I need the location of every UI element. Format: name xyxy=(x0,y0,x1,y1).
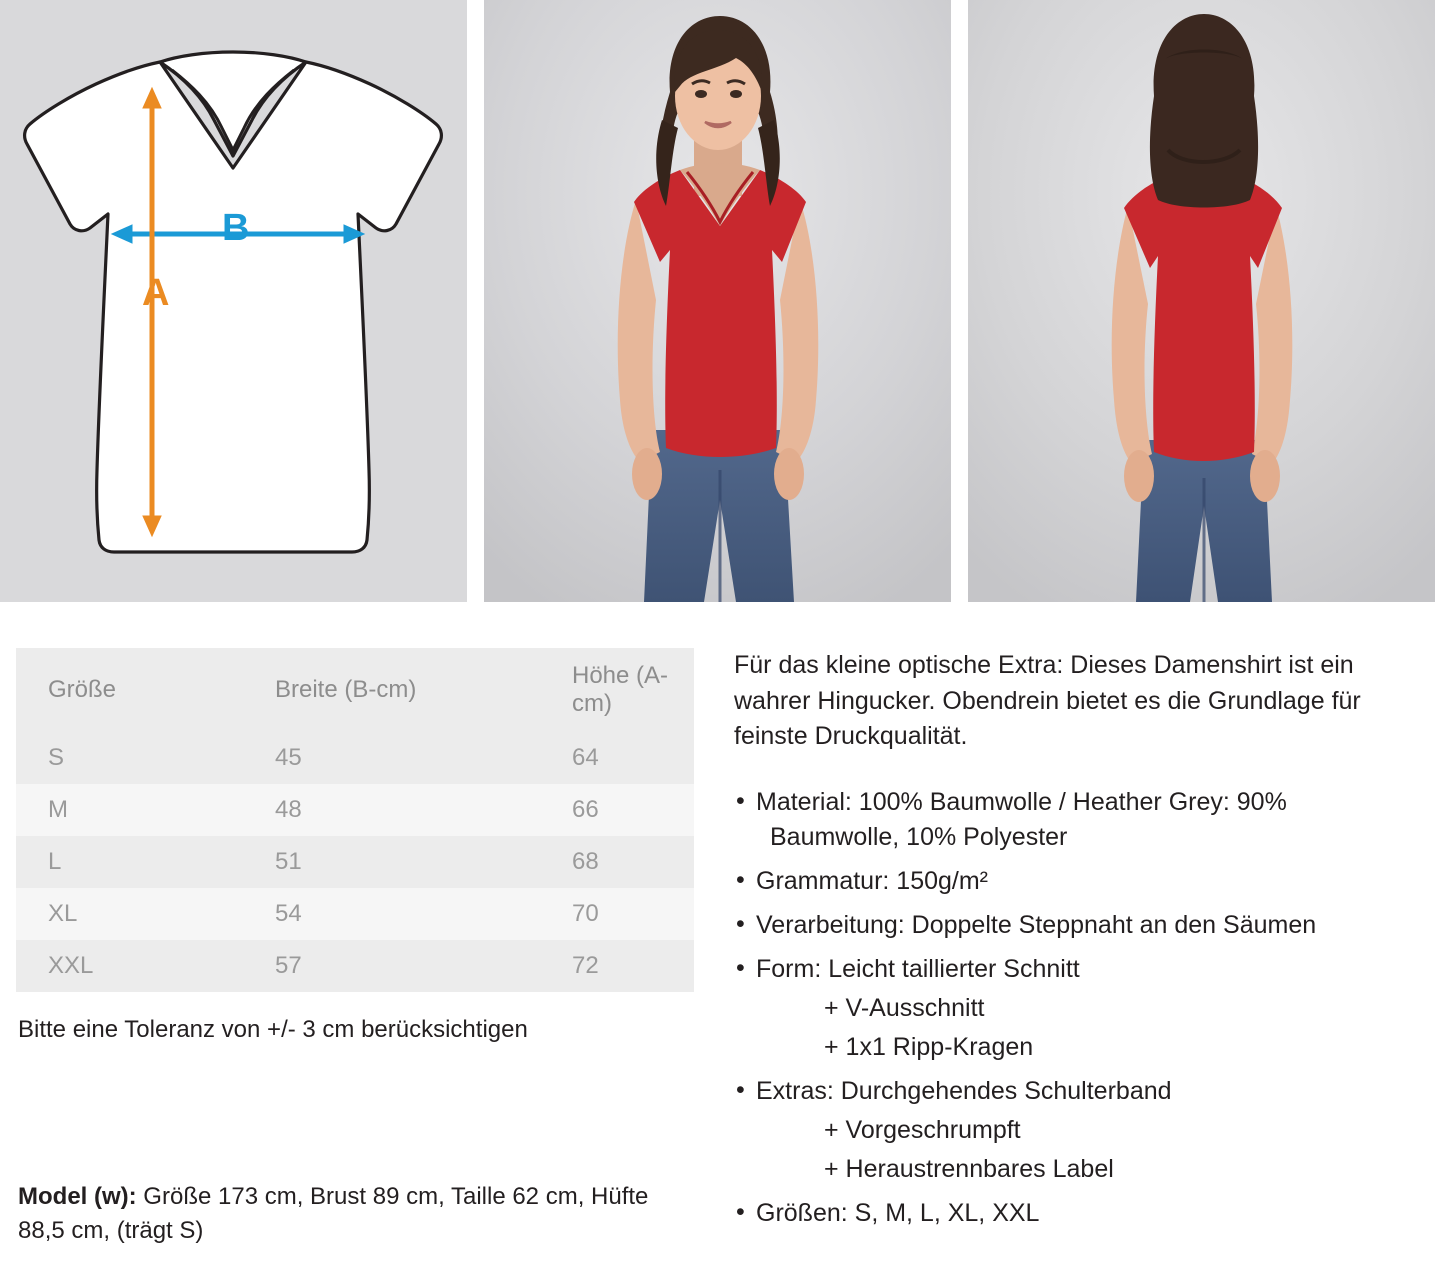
model-label: Model (w): xyxy=(18,1183,137,1210)
cell-size: XXL xyxy=(16,940,243,992)
header-height: Höhe (A-cm) xyxy=(540,648,694,732)
cell-width: 51 xyxy=(243,836,540,888)
header-size: Größe xyxy=(16,648,243,732)
model-back-illustration xyxy=(968,0,1435,602)
feature-subline: + Vorgeschrumpft xyxy=(824,1115,1021,1144)
list-item xyxy=(734,908,1400,943)
feature-text: Form: Leicht taillierter Schnitt xyxy=(756,954,1080,983)
feature-text: Extras: Durchgehendes Schulterband xyxy=(756,1076,1172,1105)
size-chart-column xyxy=(0,648,700,1248)
cell-height: 72 xyxy=(540,940,694,992)
feature-continuation: Baumwolle, 10% Polyester xyxy=(770,822,1068,851)
feature-text: Verarbeitung: Doppelte Steppnaht an den Säumen xyxy=(756,910,1317,939)
product-image-row xyxy=(0,0,1435,602)
cell-size: S xyxy=(16,732,243,784)
feature-text: Grammatur: 150g/m² xyxy=(756,866,989,895)
shirt-technical-drawing-icon xyxy=(0,0,467,602)
header-width: Breite (B-cm) xyxy=(243,648,540,732)
cell-size: M xyxy=(16,784,243,836)
model-back-photo xyxy=(968,0,1435,602)
cell-width: 45 xyxy=(243,732,540,784)
cell-height: 68 xyxy=(540,836,694,888)
table-row xyxy=(16,888,694,940)
height-measure-label: A xyxy=(142,272,170,314)
model-measurements-text: Größe 173 cm, Brust 89 cm, Taille 62 cm, Hüfte 88,5 cm, (trägt S) xyxy=(18,1183,649,1245)
cell-height: 70 xyxy=(540,888,694,940)
model-front-photo xyxy=(484,0,951,602)
table-header-row xyxy=(16,648,694,732)
list-item xyxy=(734,1196,1400,1231)
description-column xyxy=(700,648,1400,1248)
table-row xyxy=(16,836,694,888)
feature-list xyxy=(734,785,1400,1231)
list-item xyxy=(734,864,1400,899)
cell-size: L xyxy=(16,836,243,888)
tolerance-note: Bitte eine Toleranz von +/- 3 cm berücksichtigen xyxy=(18,1016,528,1043)
size-diagram-panel xyxy=(0,0,467,602)
feature-subline: + Heraustrennbares Label xyxy=(824,1154,1114,1183)
cell-height: 64 xyxy=(540,732,694,784)
feature-text: Material: 100% Baumwolle / Heather Grey: 90% xyxy=(756,787,1287,816)
feature-text: Größen: S, M, L, XL, XXL xyxy=(756,1198,1040,1227)
cell-height: 66 xyxy=(540,784,694,836)
size-table xyxy=(16,648,694,992)
width-measure-label: B xyxy=(222,207,250,249)
table-row xyxy=(16,732,694,784)
table-row xyxy=(16,784,694,836)
feature-subline: + 1x1 Ripp-Kragen xyxy=(824,1032,1034,1061)
cell-width: 48 xyxy=(243,784,540,836)
list-item xyxy=(734,1074,1400,1187)
model-front-illustration xyxy=(484,0,951,602)
model-measurements xyxy=(16,1180,700,1248)
table-row xyxy=(16,940,694,992)
feature-subline: + V-Ausschnitt xyxy=(824,993,985,1022)
cell-size: XL xyxy=(16,888,243,940)
product-intro-text: Für das kleine optische Extra: Dieses Damenshirt ist ein wahrer Hingucker. Obendrein bietet es die Grundlage für feinste Druckqualität. xyxy=(734,651,1361,750)
list-item xyxy=(734,785,1400,855)
cell-width: 54 xyxy=(243,888,540,940)
details-section xyxy=(0,648,1435,1248)
cell-width: 57 xyxy=(243,940,540,992)
list-item xyxy=(734,952,1400,1065)
